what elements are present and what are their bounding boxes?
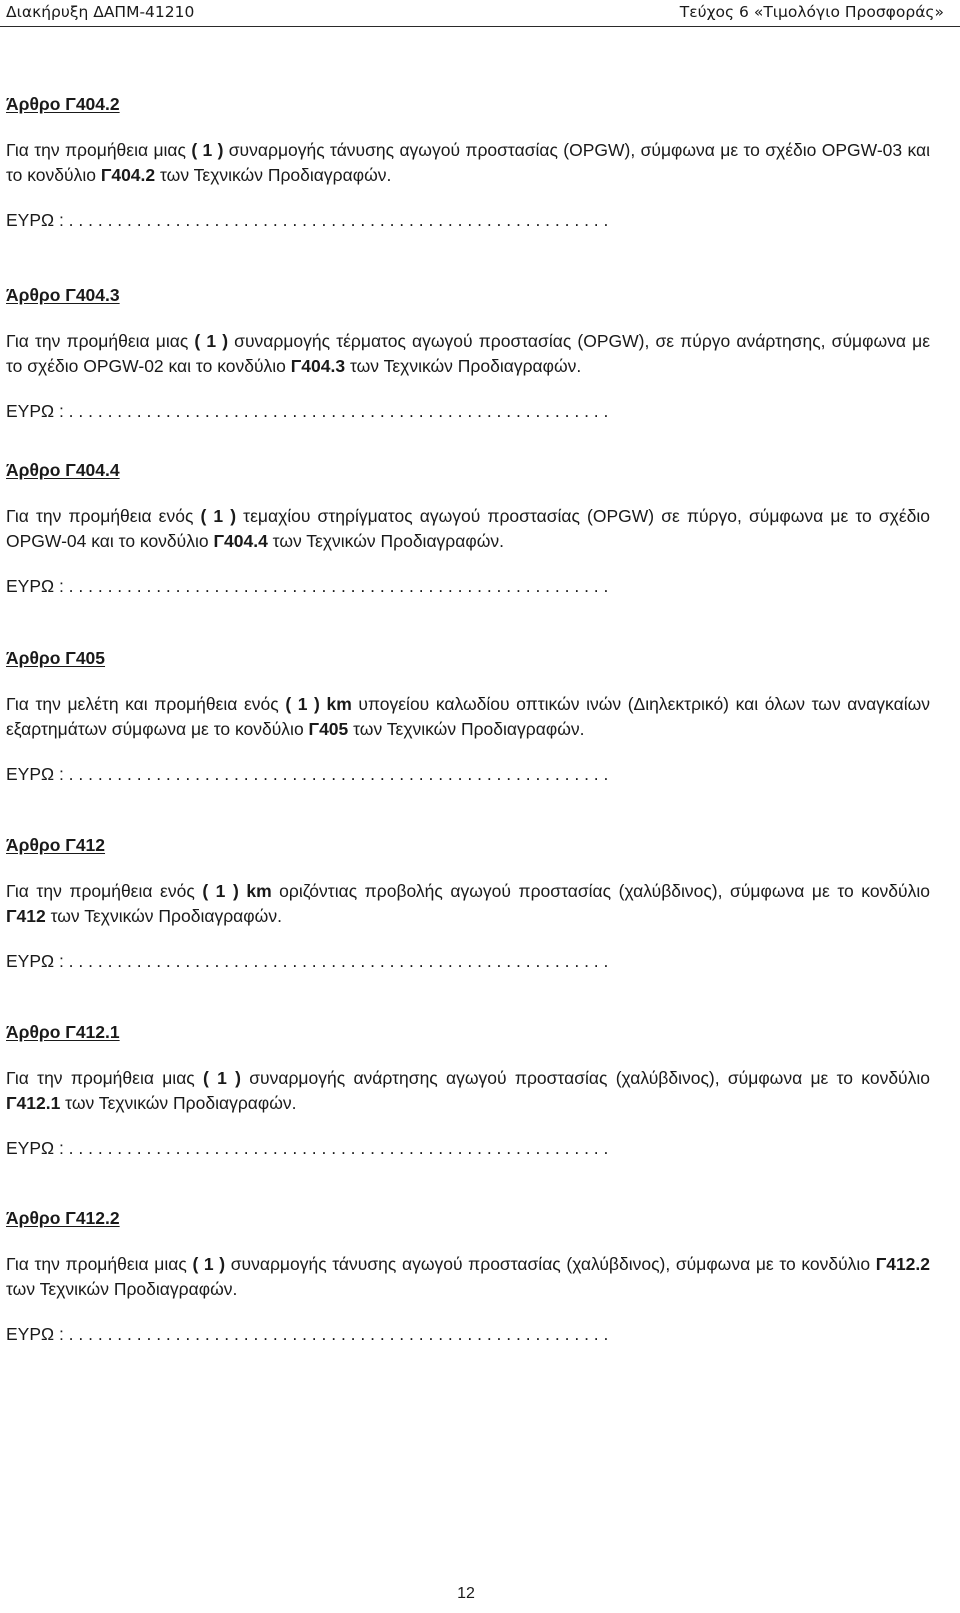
article-body (6, 1066, 930, 1116)
body-text: των Τεχνικών Προδιαγραφών. (155, 165, 392, 185)
article-g412-2 (6, 1206, 930, 1346)
body-emphasis: ( 1 ) (200, 506, 237, 526)
body-text: Για την προμήθεια μιας (6, 140, 192, 160)
price-line: ΕΥΡΩ : . . . . . . . . . . . . . . . . . . . . . . . . . . . . . . . . . . . . . . . . . . . . . . . . . . . . . . . . (6, 401, 609, 421)
body-text: Για την προμήθεια μιας (6, 1068, 204, 1088)
page-number-text: 12 (457, 1585, 475, 1602)
body-text: των Τεχνικών Προδιαγραφών. (345, 356, 582, 376)
body-emphasis: ( 1 ) (192, 1254, 226, 1274)
body-emphasis: Γ412.1 (6, 1093, 61, 1113)
body-text: τεμαχίου στηρίγματος αγωγού προστασίας (OPGW) σε πύργο, σύμφωνα με το σχέδιο OPGW-04 και το κονδύλιο (6, 506, 930, 551)
body-emphasis: Γ404.2 (100, 165, 156, 185)
article-body (6, 138, 930, 188)
body-text: των Τεχνικών Προδιαγραφών. (60, 1093, 297, 1113)
body-text: συναρμογής τάνυσης αγωγού προστασίας (χαλύβδινος), σύμφωνα με το κονδύλιο (225, 1254, 876, 1274)
body-text: υπογείου καλωδίου οπτικών ινών (Διηλεκτρικό) και όλων των αναγκαίων εξαρτημάτων σύμφωνα με το κονδύλιο (6, 694, 930, 739)
body-emphasis: ( 1 ) km (202, 881, 272, 901)
price-line: ΕΥΡΩ : . . . . . . . . . . . . . . . . . . . . . . . . . . . . . . . . . . . . . . . . . . . . . . . . . . . . . . . . (6, 1138, 609, 1158)
article-title: Άρθρο Γ404.3 (6, 285, 120, 305)
body-text: Για την προμήθεια ενός (6, 881, 203, 901)
page-number (0, 1584, 960, 1604)
body-text: των Τεχνικών Προδιαγραφών. (6, 1279, 238, 1299)
price-line: ΕΥΡΩ : . . . . . . . . . . . . . . . . . . . . . . . . . . . . . . . . . . . . . . . . . . . . . . . . . . . . . . . . (6, 576, 609, 596)
body-text: Για την προμήθεια μιας (6, 1254, 193, 1274)
article-title: Άρθρο Γ404.4 (6, 460, 120, 480)
body-emphasis: Γ405 (308, 719, 349, 739)
body-emphasis: ( 1 ) km (285, 694, 352, 714)
body-emphasis: Γ412 (6, 906, 46, 926)
price-line: ΕΥΡΩ : . . . . . . . . . . . . . . . . . . . . . . . . . . . . . . . . . . . . . . . . . . . . . . . . . . . . . . . . (6, 210, 609, 230)
body-text: των Τεχνικών Προδιαγραφών. (45, 906, 282, 926)
body-emphasis: ( 1 ) (191, 140, 224, 160)
price-line: ΕΥΡΩ : . . . . . . . . . . . . . . . . . . . . . . . . . . . . . . . . . . . . . . . . . . . . . . . . . . . . . . . . (6, 1324, 609, 1344)
article-body (6, 1252, 930, 1302)
article-title: Άρθρο Γ404.2 (6, 94, 120, 114)
article-title: Άρθρο Γ405 (6, 648, 106, 668)
article-g404-4 (6, 458, 930, 598)
article-title: Άρθρο Γ412.2 (6, 1208, 120, 1228)
article-body (6, 504, 930, 554)
body-text: Για την προμήθεια μιας (6, 331, 195, 351)
price-line: ΕΥΡΩ : . . . . . . . . . . . . . . . . . . . . . . . . . . . . . . . . . . . . . . . . . . . . . . . . . . . . . . . . (6, 951, 609, 971)
body-text: των Τεχνικών Προδιαγραφών. (348, 719, 585, 739)
article-body (6, 692, 930, 742)
body-text: οριζόντιας προβολής αγωγού προστασίας (χαλύβδινος), σύμφωνα με το κονδύλιο (271, 881, 930, 901)
article-title: Άρθρο Γ412.1 (6, 1022, 120, 1042)
body-text: Για την προμήθεια ενός (6, 506, 201, 526)
article-g404-3 (6, 283, 930, 423)
page-header (0, 0, 960, 27)
body-emphasis: Γ412.2 (875, 1254, 930, 1274)
price-line: ΕΥΡΩ : . . . . . . . . . . . . . . . . . . . . . . . . . . . . . . . . . . . . . . . . . . . . . . . . . . . . . . . . (6, 764, 609, 784)
body-text: συναρμογής τάνυσης αγωγού προστασίας (OPGW), σύμφωνα με το σχέδιο OPGW-03 και το κονδύλιο (6, 140, 930, 185)
body-text: συναρμογής ανάρτησης αγωγού προστασίας (χαλύβδινος), σύμφωνα με το κονδύλιο (240, 1068, 930, 1088)
body-emphasis: Γ404.4 (213, 531, 268, 551)
article-body (6, 879, 930, 929)
body-emphasis: ( 1 ) (194, 331, 229, 351)
article-g412-1 (6, 1020, 930, 1160)
header-document-id: Διακήρυξη ΔΑΠΜ-41210 (6, 3, 195, 21)
body-text: Για την μελέτη και προμήθεια ενός (6, 694, 286, 714)
article-g412 (6, 833, 930, 973)
body-emphasis: ( 1 ) (203, 1068, 241, 1088)
body-text: των Τεχνικών Προδιαγραφών. (267, 531, 505, 551)
article-g404-2 (6, 92, 930, 232)
header-volume-title: Τεύχος 6 «Τιμολόγιο Προσφοράς» (679, 3, 944, 21)
article-title: Άρθρο Γ412 (6, 835, 106, 855)
article-g405 (6, 646, 930, 786)
article-body (6, 329, 930, 379)
body-text: συναρμογής τέρματος αγωγού προστασίας (OPGW), σε πύργο ανάρτησης, σύμφωνα με το σχέδιο OPGW-02 και το κονδύλιο (6, 331, 930, 376)
body-emphasis: Γ404.3 (290, 356, 346, 376)
